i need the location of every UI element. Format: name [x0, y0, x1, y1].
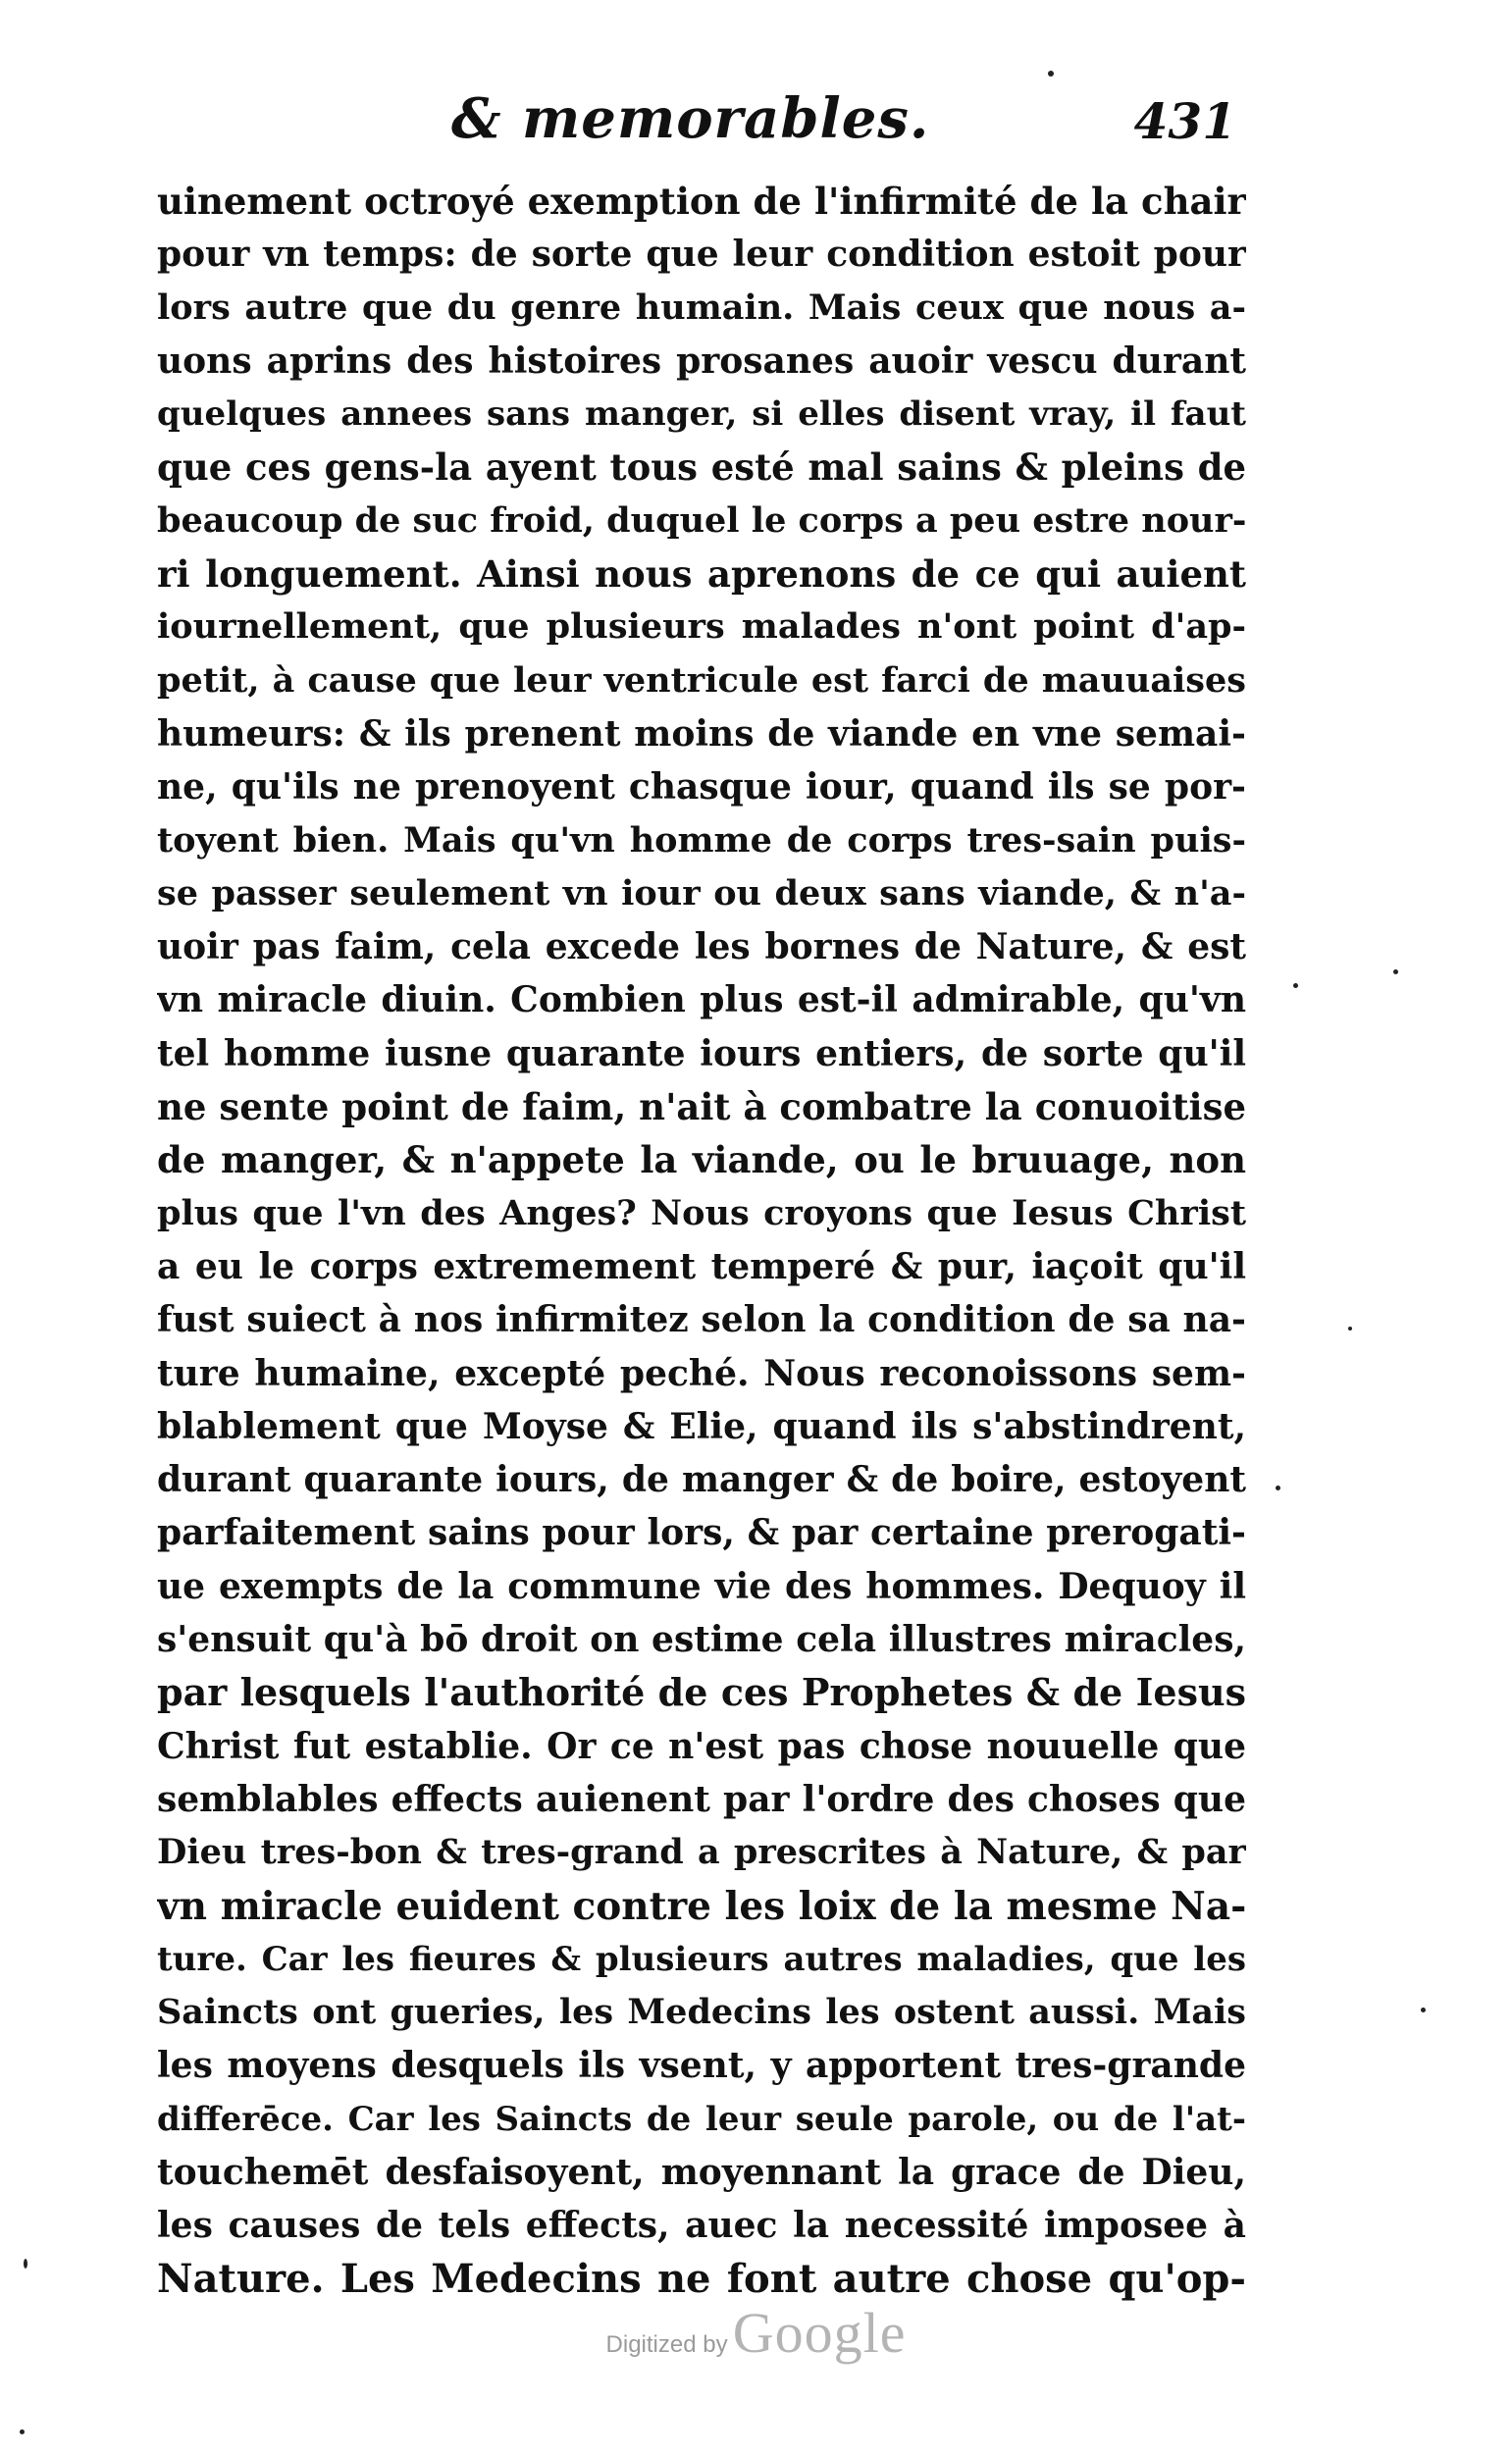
text-line: petit, à cause que leur ventricule est farci de mauuaises: [157, 659, 1246, 701]
google-logo-text: Google: [732, 2301, 907, 2365]
text-line: de manger, & n'appete la viande, ou le bruuage, non: [157, 1138, 1246, 1182]
text-line: fust suiect à nos infirmitez selon la condition de sa na-: [157, 1299, 1246, 1341]
text-line: toyent bien. Mais qu'vn homme de corps tres-sain puis-: [157, 819, 1246, 861]
text-line: que ces gens-la ayent tous esté mal sains & pleins de: [157, 445, 1246, 490]
running-title: & memorables.: [451, 86, 930, 151]
text-line: ri longuement. Ainsi nous aprenons de ce qui auient: [157, 552, 1246, 597]
scan-speck: [20, 2429, 25, 2434]
scan-speck: [1293, 983, 1298, 988]
text-line: uoir pas faim, cela excede les bornes de Nature, & est: [157, 926, 1246, 968]
text-line: uons aprins des histoires prosanes auoir vescu durant: [157, 339, 1246, 382]
scan-speck: [1393, 969, 1398, 974]
digitization-watermark: [0, 2300, 1512, 2366]
scan-speck: [1421, 2008, 1426, 2012]
text-line: plus que l'vn des Anges? Nous croyons que Iesus Christ: [157, 1192, 1246, 1233]
text-line: Christ fut establie. Or ce n'est pas chose nouuelle que: [157, 1725, 1246, 1767]
text-line: ne sente point de faim, n'ait à combatre la conuoitise: [157, 1085, 1246, 1129]
text-line: pour vn temps: de sorte que leur condition estoit pour: [157, 234, 1246, 276]
text-line: les causes de tels effects, auec la necessité imposee à: [157, 2205, 1246, 2247]
text-line: vn miracle diuin. Combien plus est-il admirable, qu'vn: [157, 979, 1246, 1021]
text-line: ne, qu'ils ne prenoyent chasque iour, quand ils se por-: [157, 766, 1246, 809]
text-line: ture humaine, excepté peché. Nous reconoissons sem-: [157, 1352, 1246, 1394]
text-line: parfaitement sains pour lors, & par certaine prerogati-: [157, 1512, 1246, 1554]
text-line: blablement que Moyse & Elie, quand ils s'abstindrent,: [157, 1405, 1246, 1447]
text-line: beaucoup de suc froid, duquel le corps a peu estre nour-: [157, 499, 1246, 541]
text-line: lors autre que du genre humain. Mais ceux que nous a-: [157, 287, 1246, 328]
text-line: a eu le corps extremement temperé & pur, iaçoit qu'il: [157, 1245, 1246, 1287]
digitized-by-label: Digitized by: [605, 2331, 728, 2358]
text-line: Dieu tres-bon & tres-grand a prescrites à Nature, & par: [157, 1832, 1246, 1873]
text-line: touchemēt desfaisoyent, moyennant la grace de Dieu,: [157, 2151, 1246, 2193]
text-line: ue exempts de la commune vie des hommes. Dequoy il: [157, 1565, 1246, 1607]
scan-speck: [1348, 1327, 1352, 1331]
text-line: Nature. Les Medecins ne font autre chose qu'op-: [157, 2255, 1246, 2302]
text-line: differēce. Car les Saincts de leur seule parole, ou de l'at-: [157, 2099, 1246, 2139]
text-line: iournellement, que plusieurs malades n'ont point d'ap-: [157, 606, 1246, 648]
text-line: par lesquels l'authorité de ces Prophetes & de Iesus: [157, 1670, 1246, 1715]
scan-speck: [1276, 1486, 1280, 1490]
text-line: ture. Car les fieures & plusieurs autres maladies, que les: [157, 1939, 1246, 1979]
text-line: quelques annees sans manger, si elles disent vray, il faut: [157, 394, 1246, 435]
scan-speck: [1048, 71, 1054, 77]
text-line: les moyens desquels ils vsent, y apportent tres-grande: [157, 2045, 1246, 2087]
scan-speck: [24, 2259, 27, 2269]
text-line: tel homme iusne quarante iours entiers, de sorte qu'il: [157, 1032, 1246, 1074]
text-line: se passer seulement vn iour ou deux sans viande, & n'a-: [157, 872, 1246, 913]
text-line: s'ensuit qu'à bō droit on estime cela illustres miracles,: [157, 1619, 1246, 1661]
page-number: 431: [1133, 92, 1236, 150]
text-line: vn miracle euident contre les loix de la mesme Na-: [157, 1883, 1246, 1929]
text-line: humeurs: & ils prenent moins de viande en vne semai-: [157, 712, 1246, 755]
text-line: uinement octroyé exemption de l'infirmité de la chair: [157, 180, 1246, 223]
body-text: [157, 175, 1246, 2306]
text-line: durant quarante iours, de manger & de boire, estoyent: [157, 1459, 1246, 1501]
running-head: [157, 86, 1256, 165]
text-line: semblables effects auienent par l'ordre des choses que: [157, 1778, 1246, 1820]
text-line: Saincts ont gueries, les Medecins les ostent aussi. Mais: [157, 1992, 1246, 2033]
